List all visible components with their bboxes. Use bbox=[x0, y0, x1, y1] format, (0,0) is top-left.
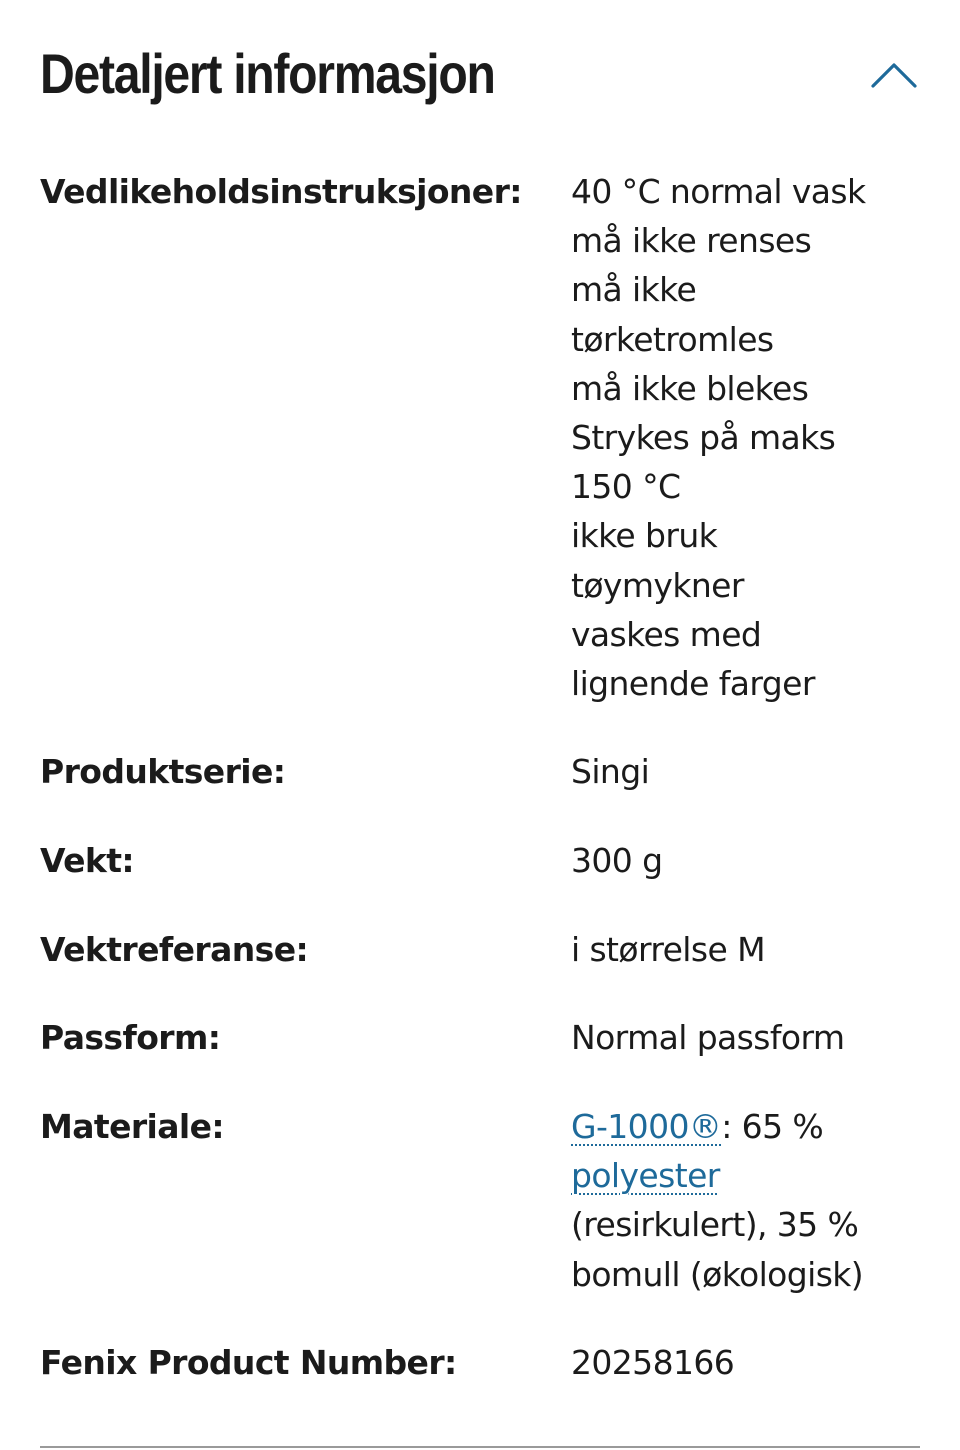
material-percent-text: : 65 % bbox=[721, 1107, 824, 1146]
care-line: ikke bruk bbox=[571, 516, 718, 556]
product-series-label: Produktserie: bbox=[40, 752, 286, 791]
care-line: 150 °C bbox=[571, 467, 681, 507]
section-divider bbox=[40, 1446, 920, 1448]
material-line bbox=[571, 1102, 916, 1151]
care-instructions-label: Vedlikeholdsinstruksjoner: bbox=[40, 172, 522, 211]
product-series-value: Singi bbox=[571, 752, 650, 791]
care-line: må ikke bbox=[571, 270, 697, 310]
care-line: Strykes på maks bbox=[571, 418, 836, 458]
care-line: må ikke renses bbox=[571, 221, 812, 261]
product-number-label: Fenix Product Number: bbox=[40, 1343, 457, 1382]
chevron-up-icon bbox=[868, 52, 920, 96]
care-line: lignende farger bbox=[571, 664, 815, 704]
care-line: tøymykner bbox=[571, 565, 744, 605]
care-line: må ikke blekes bbox=[571, 368, 809, 408]
weight-label: Vekt: bbox=[40, 841, 135, 880]
weight-reference-value: i størrelse M bbox=[571, 930, 765, 969]
care-line: vaskes med bbox=[571, 614, 762, 654]
weight-value: 300 g bbox=[571, 841, 663, 880]
material-line: (resirkulert), 35 % bbox=[571, 1205, 859, 1245]
section-header bbox=[40, 38, 920, 118]
collapse-button[interactable] bbox=[868, 52, 920, 96]
fit-label: Passform: bbox=[40, 1018, 221, 1057]
material-value bbox=[571, 1102, 916, 1299]
product-number-value: 20258166 bbox=[571, 1343, 735, 1382]
material-line bbox=[571, 1151, 916, 1200]
weight-reference-label: Vektreferanse: bbox=[40, 930, 309, 969]
care-line: 40 °C normal vask bbox=[571, 172, 866, 211]
section-title: Detaljert informasjon bbox=[40, 42, 495, 105]
material-line: bomull (økologisk) bbox=[571, 1254, 864, 1294]
care-line: tørketromles bbox=[571, 319, 774, 359]
polyester-link[interactable]: polyester bbox=[571, 1156, 720, 1196]
fit-value: Normal passform bbox=[571, 1018, 845, 1057]
g1000-link[interactable]: G-1000® bbox=[571, 1107, 722, 1146]
material-label: Materiale: bbox=[40, 1107, 225, 1146]
care-instructions-value bbox=[571, 167, 916, 708]
